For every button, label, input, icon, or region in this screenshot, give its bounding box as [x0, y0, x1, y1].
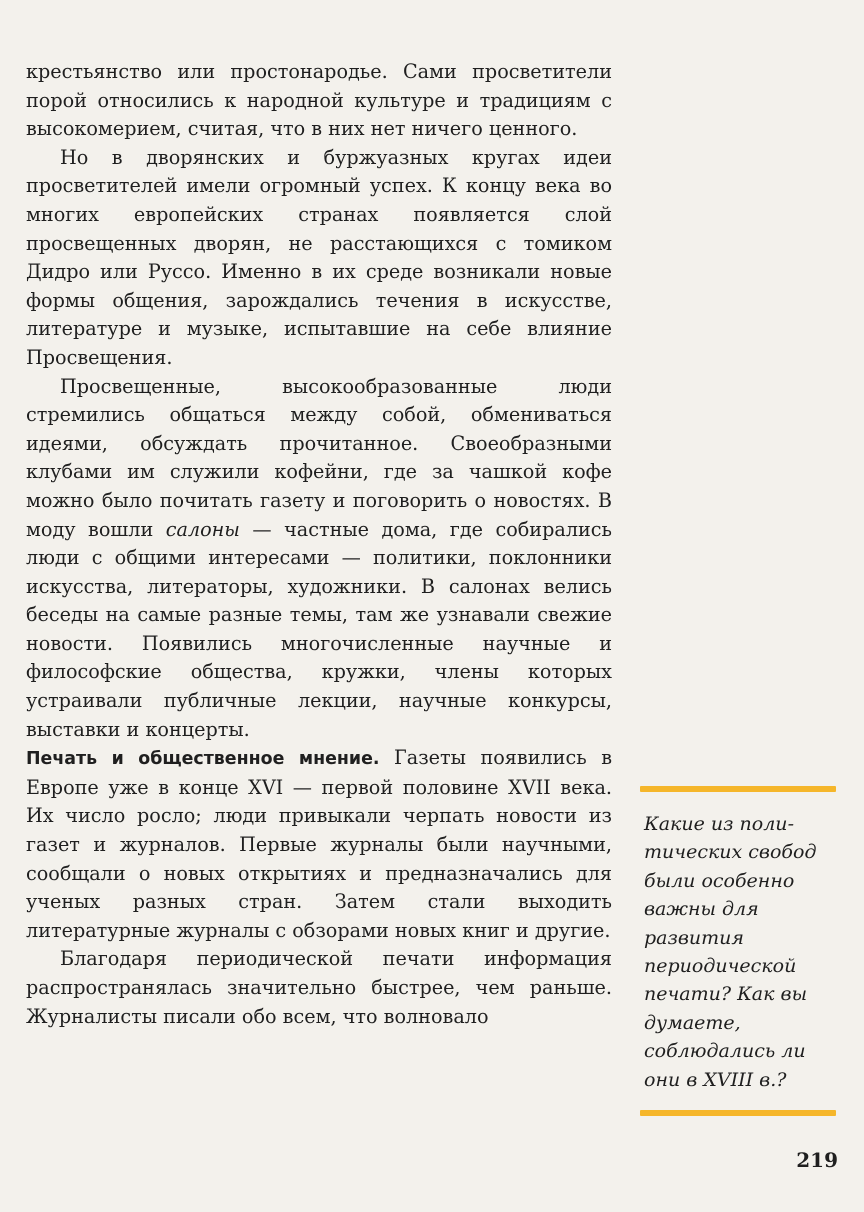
main-text-column [26, 58, 612, 1031]
paragraph-2: Но в дворянских и буржуазных кругах идеи просветителей имели огромный успех. К концу века во многих европейских странах появляется слой просвещенных дворян, не расстающихся с томиком Дидро или Руссо. Именно в их среде возникали новые формы общения, зарождались течения в искусстве, литературе и музыке, испытавшие на себе влияние Просвещения. [26, 145, 612, 369]
paragraph-1: крестьянство или простонародье. Сами просветители порой относились к народной культуре и традициям с высокомерием, считая, что в них нет ничего ценного. [26, 60, 612, 141]
section-heading: Печать и общественное мнение. [26, 749, 380, 770]
paragraph-3-text-a: Просвещенные, высокообразованные люди стремились общаться между собой, обмениваться идеями, обсуждать прочитанное. Своеобразными клубами им служили кофейни, где за чашкой кофе можно было почитать газету и поговорить о новостях. В моду вошли [26, 374, 612, 541]
bottom-rule [640, 1110, 836, 1116]
paragraph-4-text: Газеты появились в Европе уже в конце XVI — первой половине XVII века. Их число росло; люди привыкали черпать новости из газет и журналов. Первые журналы были научными, сообщали о новых открытиях и предназначались для ученых разных стран. Затем стали выходить литературные журналы с обзорами новых книг и другие. [26, 746, 612, 942]
sidebar-question-box [640, 786, 836, 1116]
paragraph-3 [26, 373, 612, 745]
paragraph-4 [26, 744, 612, 945]
paragraph-5: Благодаря периодической печати информация распространялась значительно быстрее, чем раньше. Журналисты писали обо всем, что волновало [26, 947, 612, 1028]
sidebar-question: Какие из политических свобод были особенно важны для развития периодической печати? Как вы думаете, соблюдались ли они в XVIII в.? [644, 813, 817, 1091]
paragraph-3-text-b: — частные дома, где собирались люди с общими интересами — политики, поклонники искусства, литераторы, художники. В салонах велись беседы на самые разные темы, там же узнавали свежие новости. Появились многочисленные научные и философские общества, кружки, члены которых устраивали публичные лекции, научные конкурсы, выставки и концерты. [26, 517, 612, 741]
term-salons: салоны [165, 517, 240, 541]
page-number: 219 [796, 1148, 838, 1172]
top-rule [640, 786, 836, 792]
